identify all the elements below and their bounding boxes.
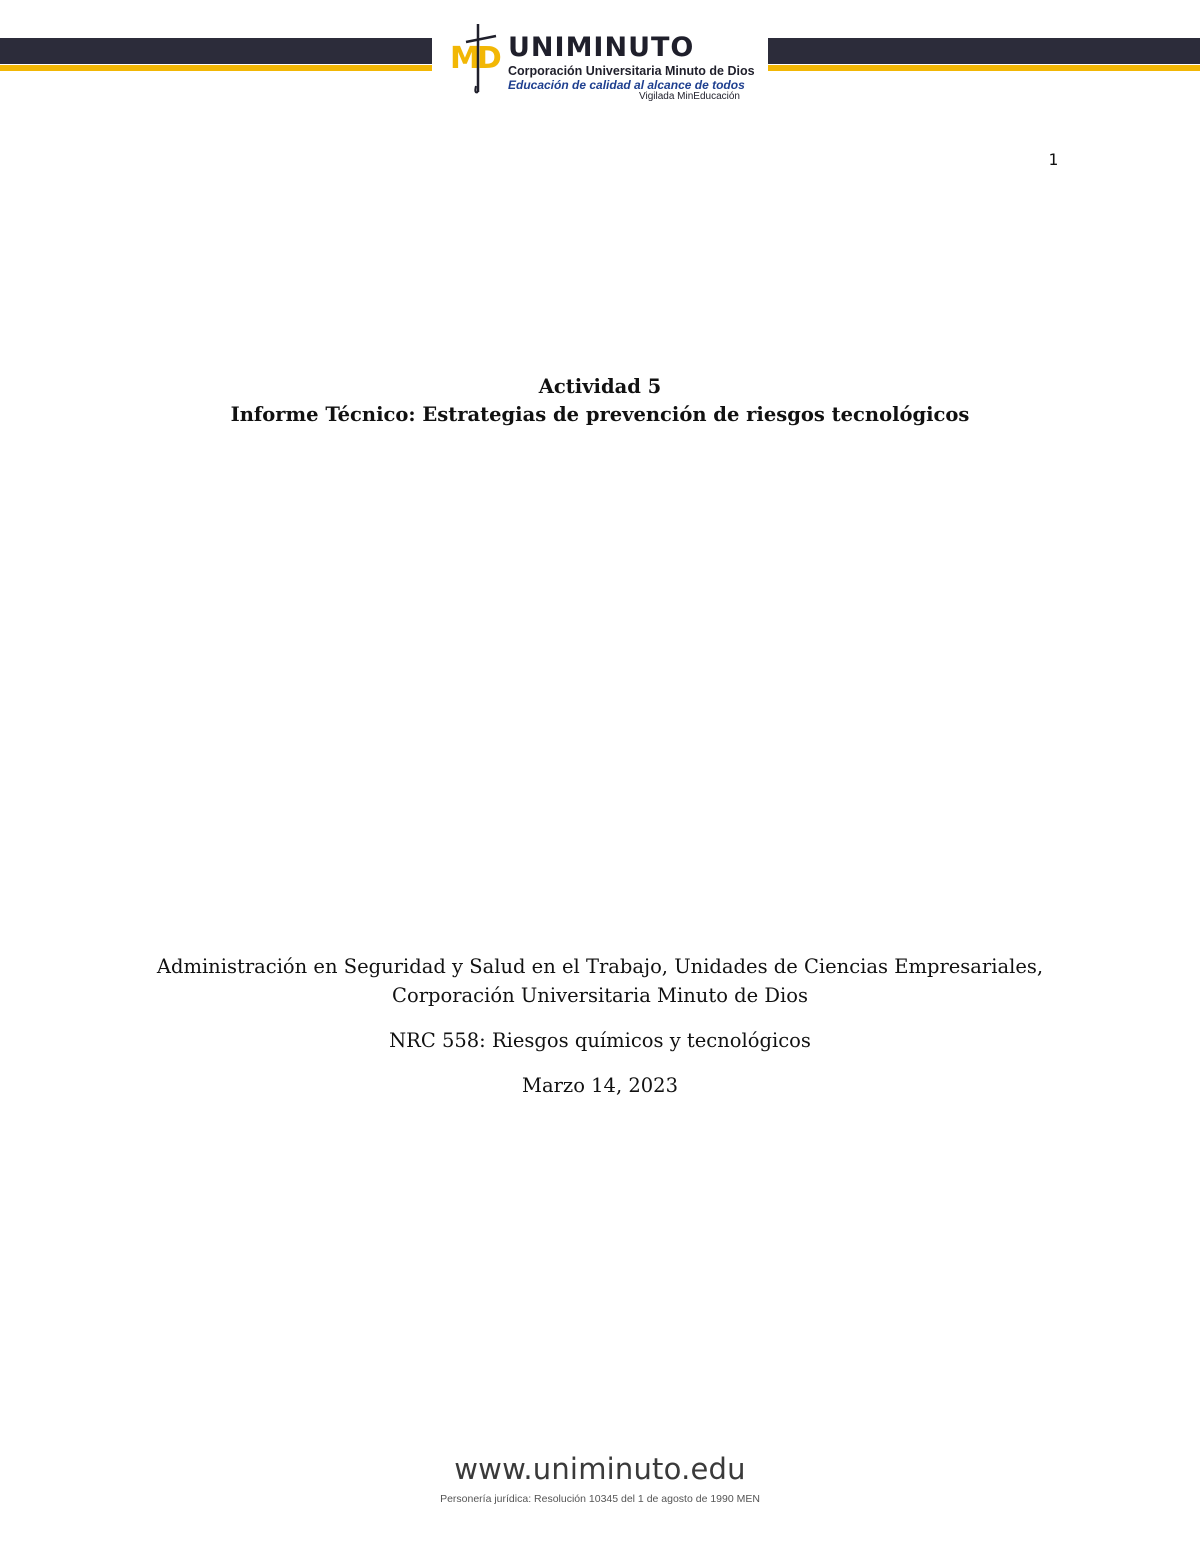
logo-supervision: Vigilada MinEducación [639,91,740,102]
uniminuto-logo [448,20,758,102]
logo-tagline: Educación de calidad al alcance de todos [508,78,745,92]
document-title [0,373,1200,429]
header-band-right [768,38,1200,64]
page-number: 1 [1048,150,1058,169]
footer-legal: Personería jurídica: Resolución 10345 del 1 de agosto de 1990 MEN [440,1493,760,1505]
header-band-left [0,38,432,64]
svg-text:MD: MD [450,41,499,76]
date-line: Marzo 14, 2023 [522,1074,678,1097]
document-info [0,952,1200,1100]
logo-subtitle: Corporación Universitaria Minuto de Dios [508,64,755,78]
title-line-1: Actividad 5 [538,375,662,398]
course-line: NRC 558: Riesgos químicos y tecnológicos [389,1029,811,1052]
logo-name: UNIMINUTO [508,32,695,63]
title-line-2: Informe Técnico: Estrategias de prevención de riesgos tecnológicos [230,403,970,426]
program-line-1: Administración en Seguridad y Salud en el Trabajo, Unidades de Ciencias Empresariales, [156,955,1044,978]
program-line-2: Corporación Universitaria Minuto de Dios [392,984,808,1007]
footer-url: www.uniminuto.edu [454,1452,746,1486]
md-cross-logo-icon [448,20,508,98]
